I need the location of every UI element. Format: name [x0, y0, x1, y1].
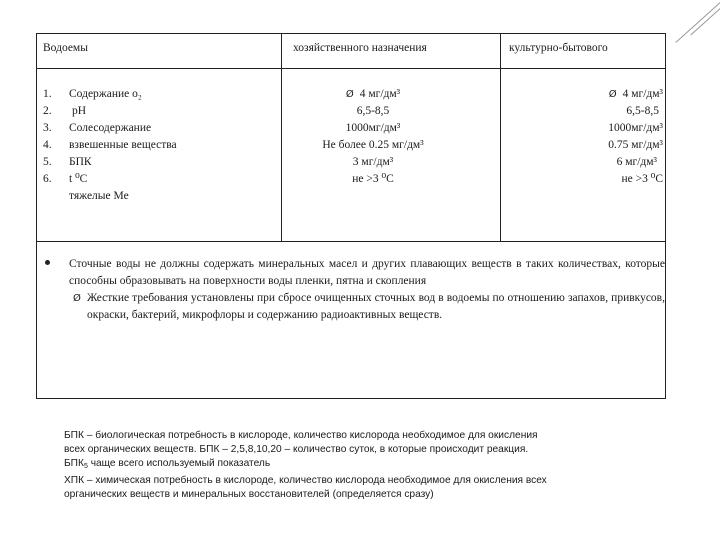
footnote-line: ХПК – химическая потребность в кислороде, количество кислорода необходимое для окисления всех	[64, 475, 547, 486]
arrow-bullet-icon: Ø	[608, 89, 617, 100]
arrow-bullet-icon: Ø	[73, 293, 81, 304]
column-divider	[500, 34, 501, 242]
footnote-line: БПК – биологическая потребность в кислороде, количество кислорода необходимое для окисления	[64, 430, 538, 441]
column-divider	[281, 34, 282, 242]
cultural-value: не >3 ⁰С	[621, 173, 663, 185]
footnotes	[64, 429, 664, 502]
footnote-bpk-subscript: 5	[83, 463, 88, 470]
bullet-paragraph: Сточные воды не должны содержать минеральных масел и других плавающих веществ в таких количествах, которые способны образовывать на поверхности воды пленки, пятна и скопления	[69, 258, 665, 287]
footnote-bpk-rest: чаще всего используемый показатель	[87, 458, 271, 469]
cultural-value-text: 4 мг/дм³	[622, 88, 663, 100]
header-divider	[37, 68, 665, 69]
row-number	[43, 188, 52, 205]
household-value: 6,5-8,5	[356, 105, 390, 117]
row-number: 5.	[43, 156, 52, 168]
sub-bullet-paragraph: Жесткие требования установлены при сбросе очищенных сточных вод в водоемы по отношению запахов, привкусов, окраски, бактерий, микрофлоры и содержанию радиоактивных веществ.	[87, 292, 665, 321]
household-value: 1000мг/дм³	[345, 122, 401, 134]
footnote-line	[64, 457, 664, 474]
household-values	[283, 86, 463, 188]
footnote-line: органических веществ и минеральных восстановителей (определяется сразу)	[64, 489, 434, 500]
row-number: 1.	[43, 88, 52, 100]
row-number: 4.	[43, 139, 52, 151]
parameter-name: тяжелые Ме	[69, 190, 129, 202]
footnote-bpk: БПК	[64, 458, 84, 469]
parameter-name: взвешенные вещества	[69, 139, 177, 151]
household-value: не >3 ⁰С	[352, 173, 394, 185]
header-cultural: культурно-бытового	[509, 42, 608, 54]
parameter-name: pH	[72, 105, 87, 117]
parameter-name: Содержание о₂	[69, 88, 142, 100]
row-number: 3.	[43, 122, 52, 134]
parameter-name: Солесодержание	[69, 122, 152, 134]
household-value: 3 мг/дм³	[352, 156, 394, 168]
cultural-value: 1000мг/дм³	[608, 122, 663, 134]
arrow-bullet-icon: Ø	[345, 89, 354, 100]
requirements-table	[36, 33, 666, 399]
footnote-line: всех органических веществ. БПК – 2,5,8,10,20 – количество суток, в которые происходит реакция.	[64, 444, 529, 455]
row-number: 2.	[43, 105, 52, 117]
household-value-text: 4 мг/дм³	[359, 88, 401, 100]
row-number: 6.	[43, 173, 52, 185]
parameter-names	[69, 86, 177, 205]
header-reservoirs: Водоемы	[43, 42, 88, 54]
parameter-name: БПК	[69, 156, 92, 168]
cultural-value: 0.75 мг/дм³	[608, 139, 663, 151]
header-household: хозяйственного назначения	[293, 42, 427, 54]
cultural-value: 6,5-8,5	[626, 105, 659, 117]
corner-decoration	[690, 8, 720, 36]
parameter-name: t ⁰С	[69, 173, 88, 185]
corner-decoration	[675, 2, 720, 43]
household-value	[283, 86, 463, 103]
cultural-values	[513, 86, 663, 188]
row-divider	[37, 241, 665, 242]
bullet-dot-icon	[45, 260, 50, 265]
row-numbers	[43, 86, 52, 205]
cultural-value: 6 мг/дм³	[616, 156, 657, 168]
household-value: Не более 0.25 мг/дм³	[322, 139, 424, 151]
cultural-value	[513, 86, 663, 103]
